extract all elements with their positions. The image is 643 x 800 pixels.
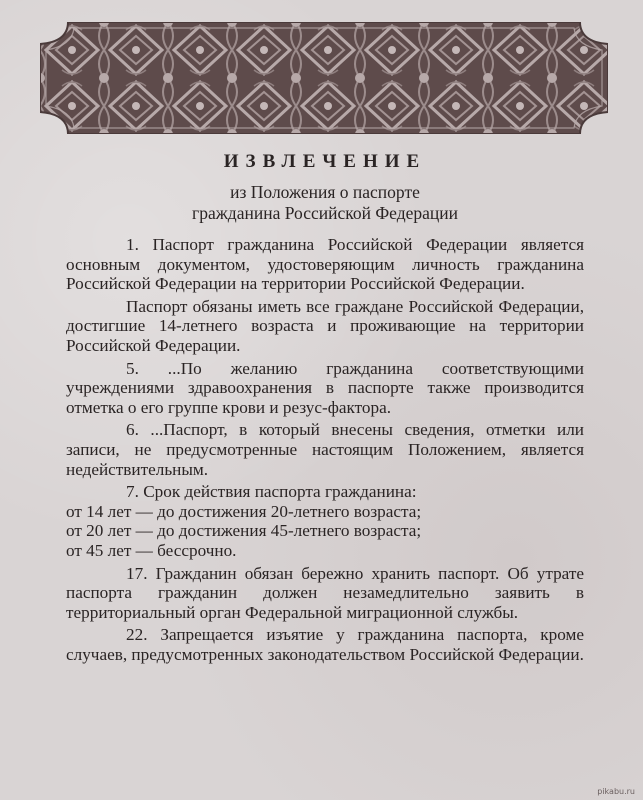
term-line: от 45 лет — бессрочно. xyxy=(66,540,237,560)
document-body xyxy=(66,150,584,664)
subtitle-line: гражданина Российской Федерации xyxy=(192,203,458,223)
subtitle-line: из Положения о паспорте xyxy=(230,182,420,202)
document-subtitle xyxy=(66,182,584,224)
paragraph-1: 1. Паспорт гражданина Российской Федерации является основным документом, удостоверяющим личность гражданина Российской Федерации на территории Российской Федерации. xyxy=(66,235,584,294)
paragraph-7: 7. Срок действия паспорта гражданина: xyxy=(126,482,417,502)
ornamental-banner xyxy=(40,22,608,134)
paragraph-22: 22. Запрещается изъятие у гражданина паспорта, кроме случаев, предусмотренных законодательством Российской Федерации. xyxy=(66,625,584,664)
paragraph-1-cont: Паспорт обязаны иметь все граждане Российской Федерации, достигшие 14-летнего возраста и проживающие на территории Российской Федерации. xyxy=(66,296,584,355)
term-line: от 20 лет — до достижения 45-летнего возраста; xyxy=(66,521,422,541)
paragraph-6: 6. ...Паспорт, в который внесены сведения, отметки или записи, не предусмотренные настоящим Положением, является недействительным. xyxy=(66,420,584,479)
term-line: от 14 лет — до достижения 20-летнего возраста; xyxy=(66,501,422,521)
watermark: pikabu.ru xyxy=(597,787,635,796)
ornament-pattern-icon xyxy=(40,22,608,134)
paragraph-17: 17. Гражданин обязан бережно хранить паспорт. Об утрате паспорта гражданин должен незамедлительно заявить в территориальный орган Федеральной миграционной службы. xyxy=(66,563,584,622)
paragraph-5: 5. ...По желанию гражданина соответствующими учреждениями здравоохранения в паспорте также производится отметка о его группе крови и резус-фактора. xyxy=(66,358,584,417)
document-title: ИЗВЛЕЧЕНИЕ xyxy=(223,151,427,172)
